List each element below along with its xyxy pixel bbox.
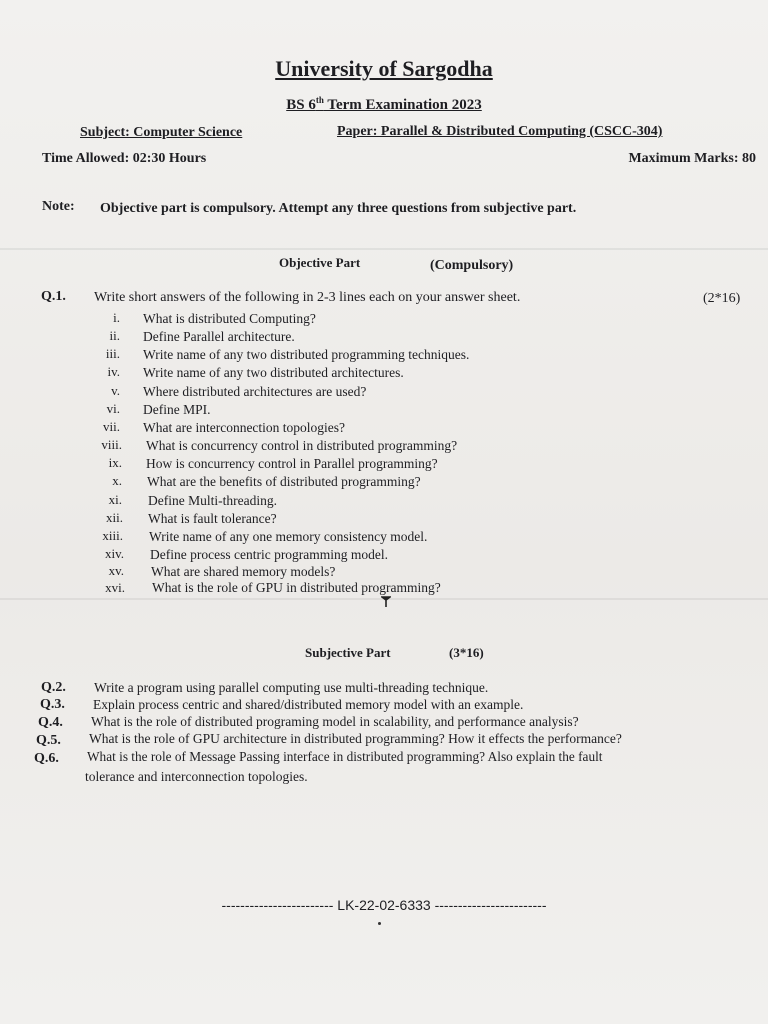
list-item-number: iii. (105, 346, 120, 361)
list-item-number: vii. (103, 419, 120, 434)
maximum-marks: Maximum Marks: 80 (628, 151, 756, 166)
list-item: Define process centric programming model. (150, 547, 389, 562)
objective-compulsory-tag: (Compulsory) (430, 258, 514, 273)
list-item: Write name of any two distributed programming techniques. (143, 347, 470, 362)
paper-code: ------------------------ LK-22-02-6333 ------------------------ (221, 897, 547, 913)
question-number: Q.4. (38, 715, 63, 730)
question-number: Q.6. (34, 751, 59, 766)
subjective-question: Write a program using parallel computing use multi-threading technique. (94, 680, 489, 695)
paper-label: Paper: Parallel & Distributed Computing (CSCC-304) (337, 124, 663, 139)
list-item-number: i. (113, 310, 120, 325)
list-item: How is concurrency control in Parallel programming? (146, 456, 438, 471)
university-title: University of Sargodha (275, 56, 493, 81)
list-item: What is distributed Computing? (143, 311, 316, 326)
subjective-question: What is the role of GPU architecture in distributed programming? How it effects the performance? (89, 731, 622, 746)
subjective-heading: Subjective Part (305, 645, 391, 660)
note-text: Objective part is compulsory. Attempt any three questions from subjective part. (100, 201, 577, 216)
footer-dot (378, 922, 381, 925)
list-item-number: iv. (107, 364, 120, 379)
cursor-mark-icon (381, 596, 391, 612)
list-item: Write name of any two distributed architectures. (143, 365, 404, 380)
list-item: Define Parallel architecture. (143, 329, 295, 344)
list-item-number: v. (111, 383, 120, 398)
question-number: Q.5. (36, 733, 61, 748)
list-item: Where distributed architectures are used? (143, 384, 367, 399)
note-label: Note: (42, 199, 75, 214)
list-item: Define MPI. (143, 402, 211, 417)
subjective-question: What is the role of Message Passing interface in distributed programming? Also explain the fault (87, 749, 603, 764)
list-item-number: ii. (109, 328, 120, 343)
list-item-number: xiv. (104, 546, 124, 561)
list-item: Write name of any one memory consistency model. (149, 529, 428, 544)
list-item: What are the benefits of distributed programming? (147, 474, 421, 489)
question-1-instruction: Write short answers of the following in 2-3 lines each on your answer sheet. (94, 290, 521, 305)
list-item-number: xiii. (102, 528, 123, 543)
objective-heading: Objective Part (279, 255, 361, 270)
question-number: Q.2. (41, 680, 66, 695)
time-allowed: Time Allowed: 02:30 Hours (42, 151, 207, 166)
list-item: What is fault tolerance? (148, 511, 277, 526)
list-item-number: xvi. (105, 580, 125, 595)
subject-label: Subject: Computer Science (80, 125, 243, 140)
exam-title: BS 6th Term Examination 2023 (286, 95, 482, 113)
list-item-number: ix. (108, 455, 122, 470)
list-item: What are shared memory models? (151, 564, 336, 579)
list-item: Define Multi-threading. (148, 493, 277, 508)
subjective-question: Explain process centric and shared/distributed memory model with an example. (93, 697, 524, 712)
question-number: Q.3. (40, 697, 65, 712)
subjective-question: What is the role of distributed programing model in scalability, and performance analysis? (91, 714, 579, 729)
list-item: What is concurrency control in distributed programming? (146, 438, 458, 453)
list-item-number: xi. (108, 492, 122, 507)
list-item-number: xii. (106, 510, 123, 525)
list-item-number: x. (112, 473, 122, 488)
list-item: What is the role of GPU in distributed programming? (152, 580, 441, 595)
list-item-number: viii. (101, 437, 122, 452)
paper-fold-line (0, 248, 768, 250)
list-item: What are interconnection topologies? (143, 420, 346, 435)
list-item-number: xv. (108, 563, 124, 578)
question-1-marks: (2*16) (703, 291, 741, 306)
question-6-continuation: tolerance and interconnection topologies. (85, 769, 308, 784)
subjective-marks: (3*16) (449, 645, 484, 660)
question-1-number: Q.1. (41, 289, 66, 304)
list-item-number: vi. (106, 401, 120, 416)
